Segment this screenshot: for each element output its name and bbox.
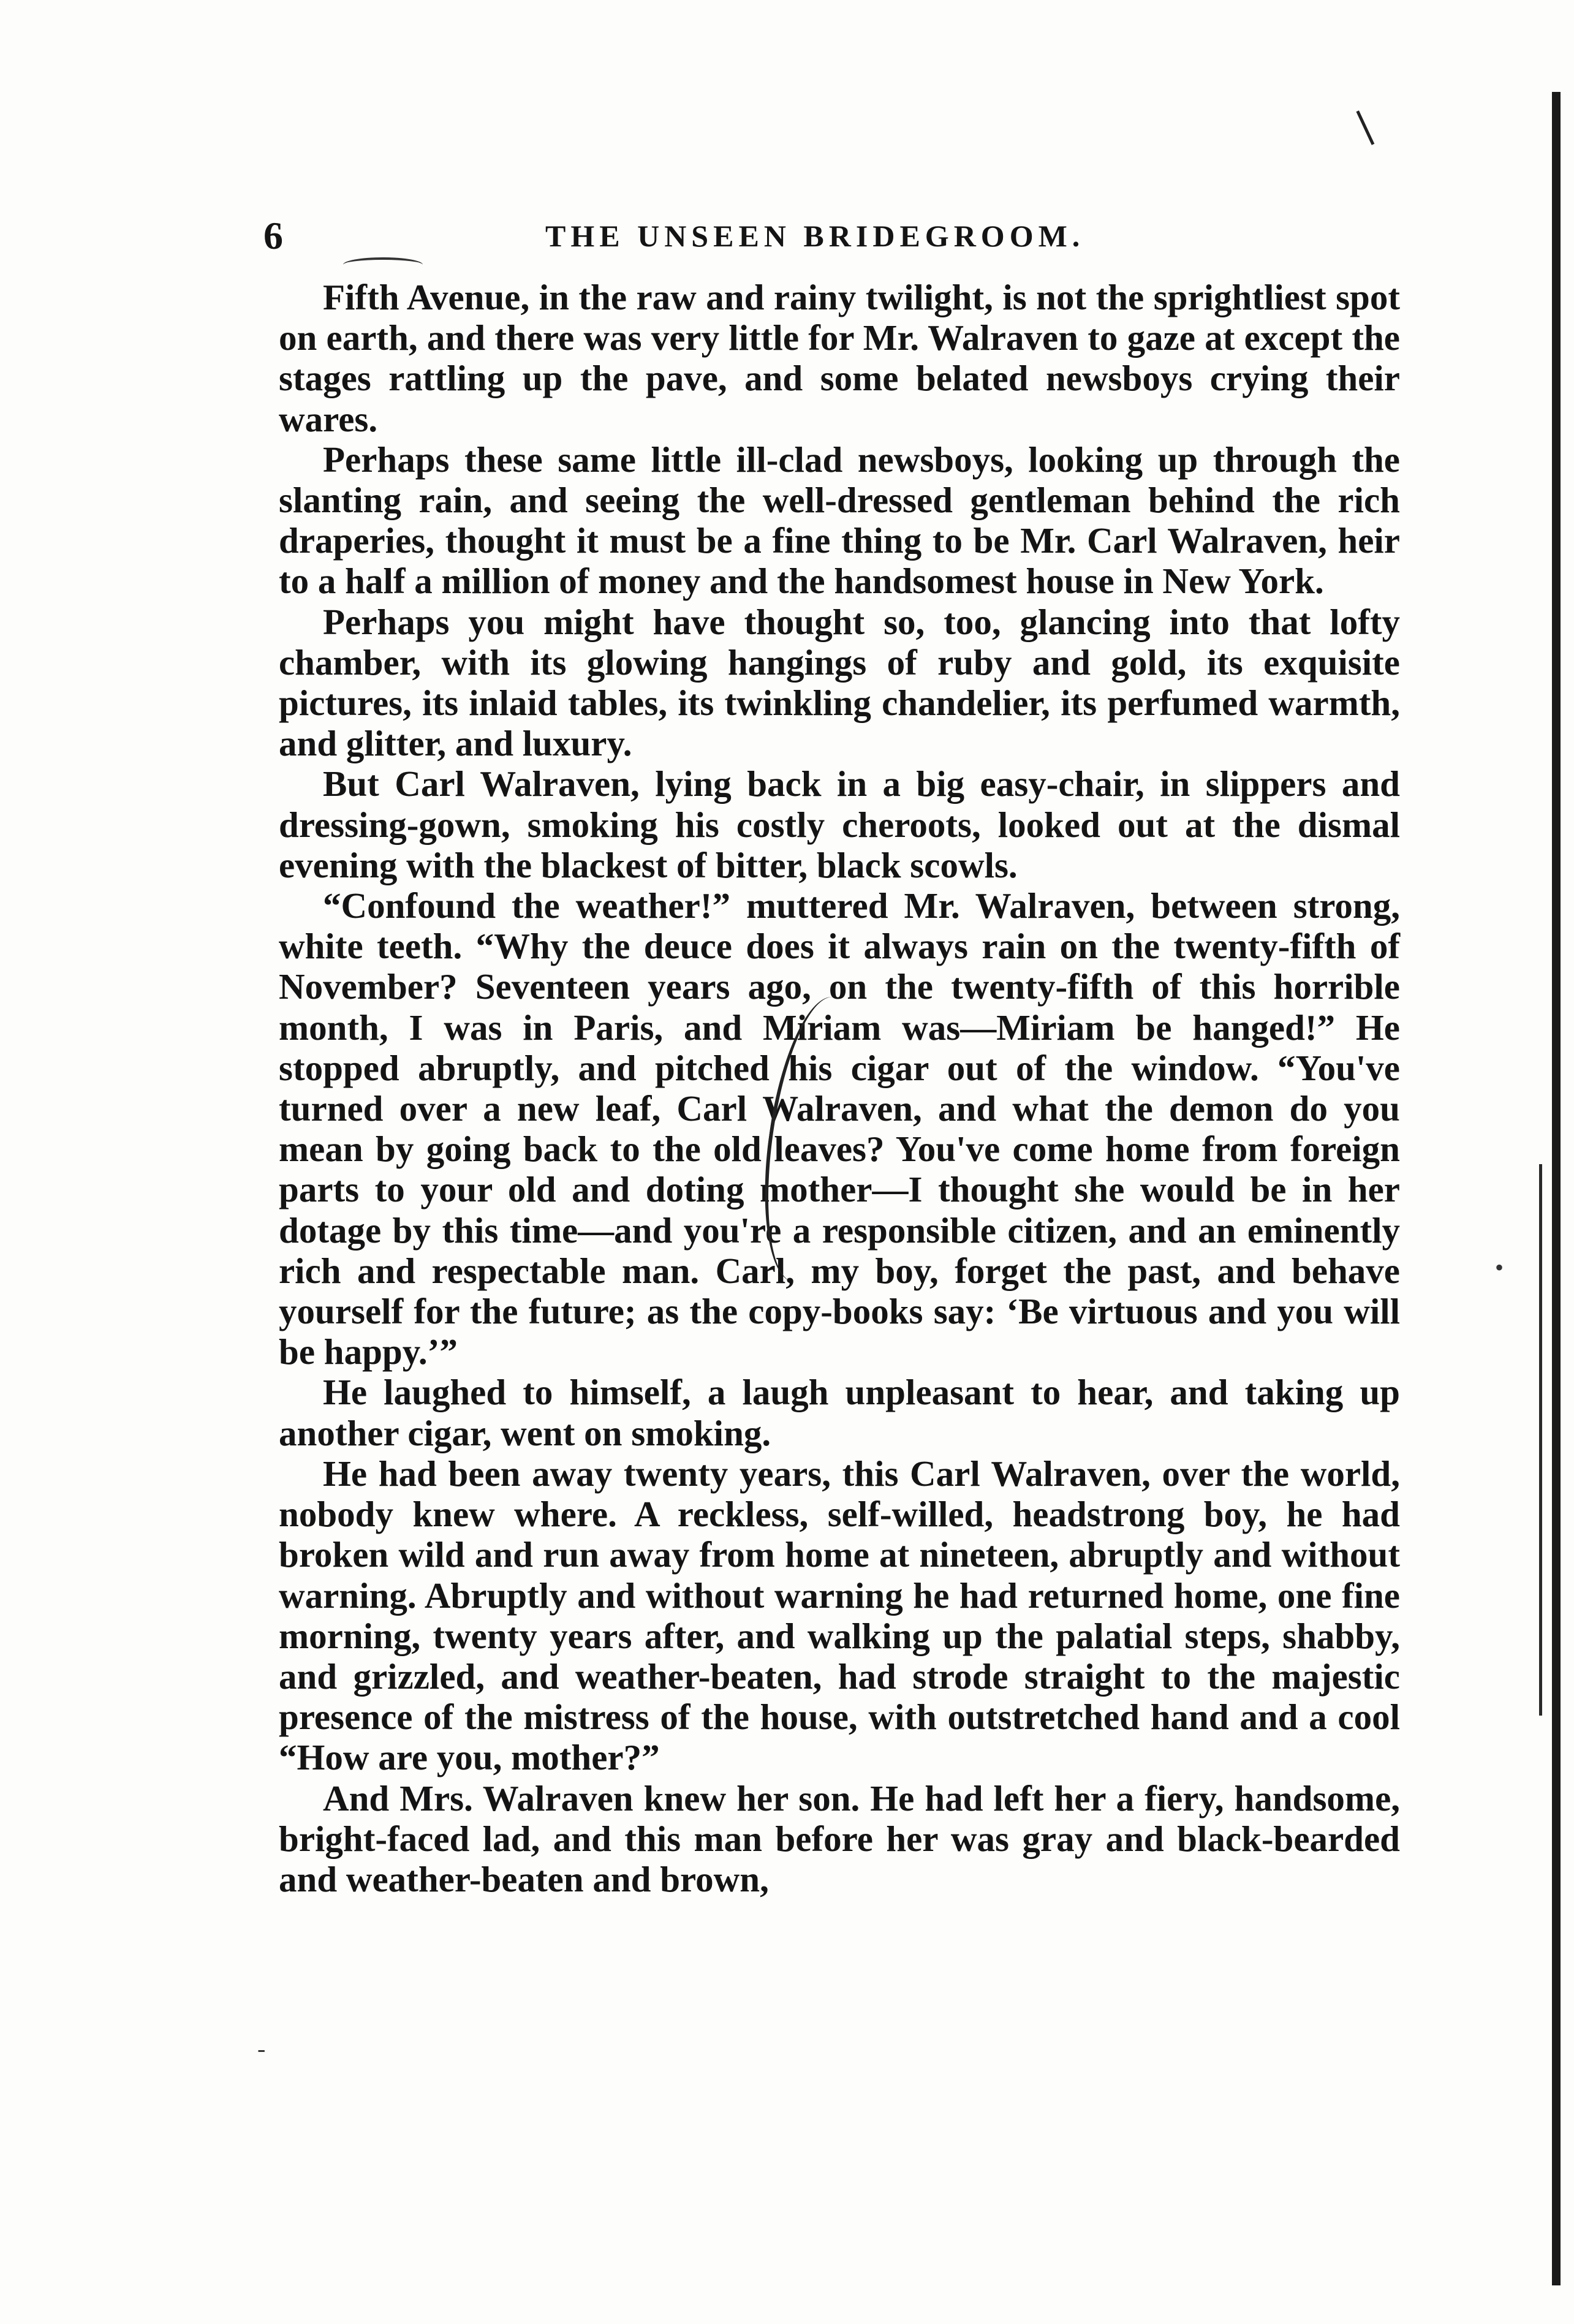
paragraph: Fifth Avenue, in the raw and rainy twilight, is not the sprightliest spot on earth, and there was very little for Mr. Walraven to gaze at except the stages rattling up the pave, and some belated newsboys crying their wares. — [279, 277, 1400, 439]
paragraph: He laughed to himself, a laugh unpleasant to hear, and taking up another cigar, went on smoking. — [279, 1372, 1400, 1453]
pencil-corner-mark — [1356, 100, 1396, 145]
page-edge-line — [1539, 1164, 1542, 1716]
paragraph: Perhaps you might have thought so, too, glancing into that lofty chamber, with its glowing hangings of ruby and gold, its exquisite pictures, its inlaid tables, its twinkling chandelier, its perfumed warmth, and glitter, and luxury. — [279, 601, 1400, 764]
running-head — [263, 211, 1421, 260]
page-edge-shadow — [1552, 92, 1561, 2285]
paragraph: And Mrs. Walraven knew her son. He had left her a fiery, handsome, bright-faced lad, and this man before her was gray and black-bearded and weather-beaten and brown, — [279, 1777, 1400, 1899]
running-title: THE UNSEEN BRIDEGROOM. — [545, 219, 1085, 253]
paragraph: He had been away twenty years, this Carl Walraven, over the world, nobody knew where. A reckless, self-willed, headstrong boy, he had broken wild and run away from home at nineteen, abruptly and without warning. Abruptly and without warning he had returned home, one fine morning, twenty years after, and walking up the palatial steps, shabby, and grizzled, and weather-beaten, had strode straight to the majestic presence of the mistress of the house, with outstretched hand and a cool “How are you, mother?” — [279, 1453, 1400, 1778]
page-number: 6 — [263, 214, 283, 257]
paragraph: But Carl Walraven, lying back in a big easy-chair, in slippers and dressing-gown, smoking his costly cheroots, looked out at the dismal evening with the blackest of bitter, black scowls. — [279, 763, 1400, 885]
paragraph: Perhaps these same little ill-clad newsboys, looking up through the slanting rain, and seeing the well-dressed gentleman behind the rich draperies, thought it must be a fine thing to be Mr. Carl Walraven, heir to a half a million of money and the handsomest house in New York. — [279, 439, 1400, 602]
margin-speck: - — [257, 2035, 266, 2062]
pencil-underline-mark — [343, 257, 423, 272]
paragraph: “Confound the weather!” muttered Mr. Walraven, between strong, white teeth. “Why the deuce does it always rain on the twenty-fifth of November? Seventeen years ago, on the twenty-fifth of this horrible month, I was in Paris, and Miriam was—Miriam be hanged!” He stopped abruptly, and pitched his cigar out of the window. “You've turned over a new leaf, Carl Walraven, and what the demon do you mean by going back to the old leaves? You've come home from foreign parts to your old and doting mother—I thought she would be in her dotage by this time—and you're a responsible citizen, and an eminently rich and respectable man. Carl, my boy, forget the past, and behave yourself for the future; as the copy-books say: ‘Be virtuous and you will be happy.’” — [279, 885, 1400, 1372]
margin-speck: • — [1495, 1254, 1504, 1281]
